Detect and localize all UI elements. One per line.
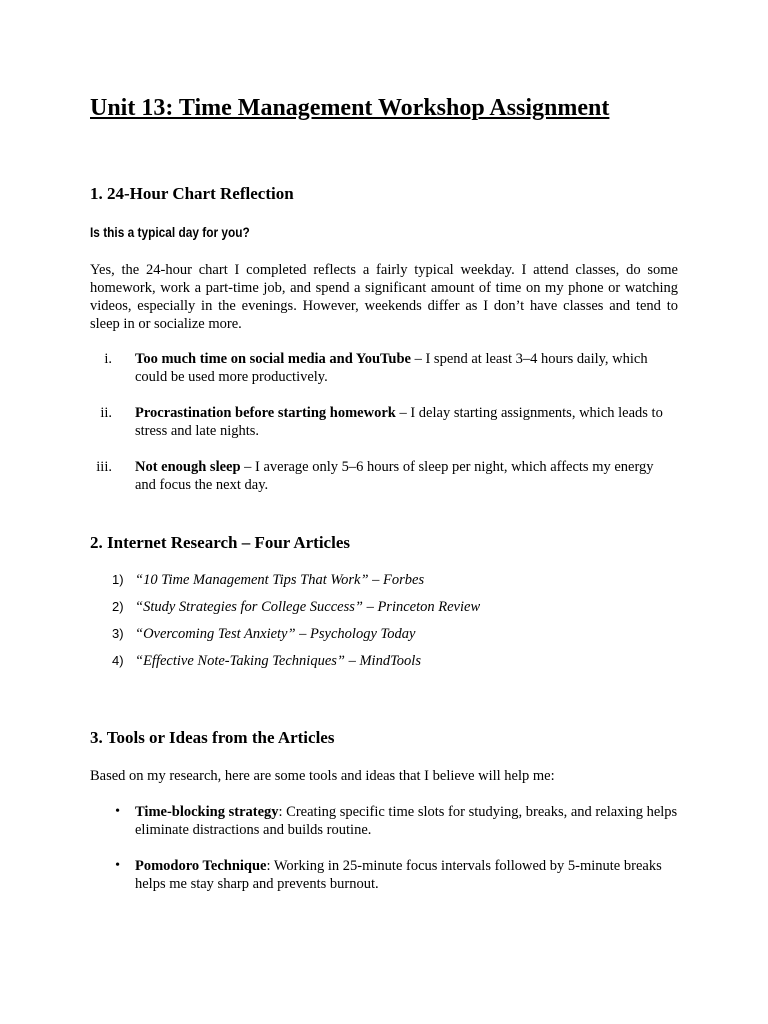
article-title: “Effective Note-Taking Techniques” – MindTools: [135, 653, 421, 669]
section-heading-internet-research: 2. Internet Research – Four Articles: [90, 533, 350, 552]
article-title: “10 Time Management Tips That Work” – Forbes: [135, 572, 425, 588]
bullet-item-bold: Time-blocking strategy: [135, 804, 279, 820]
list-item-bold: Too much time on social media and YouTube: [135, 351, 411, 367]
list-item-text: [135, 350, 678, 386]
bullet-item-detail: : Working in 25-minute focus intervals followed by 5-minute breaks helps me stay sharp and prevents burnout.: [135, 858, 662, 892]
list-item-bold: Procrastination before starting homework: [135, 405, 396, 421]
bullet-marker: •: [115, 804, 120, 819]
bullet-item-bold: Pomodoro Technique: [135, 858, 267, 874]
bullet-item-text: [135, 857, 678, 893]
list-marker: ii.: [100, 405, 112, 421]
document-title: Unit 13: Time Management Workshop Assignment: [90, 95, 610, 121]
article-title: “Overcoming Test Anxiety” – Psychology Today: [135, 626, 416, 642]
bullet-item-text: [135, 803, 678, 839]
tools-intro: Based on my research, here are some tools and ideas that I believe will help me:: [90, 768, 555, 784]
bullet-item-detail: : Creating specific time slots for studying, breaks, and relaxing helps eliminate distractions and builds routine.: [135, 804, 678, 838]
list-item-bold: Not enough sleep: [135, 459, 241, 475]
list-item-detail: – I spend at least 3–4 hours daily, which could be used more productively.: [135, 351, 648, 385]
section-heading-tools-ideas: 3. Tools or Ideas from the Articles: [90, 728, 335, 747]
list-item-text: [135, 404, 678, 440]
article-marker: 2): [112, 599, 124, 614]
list-marker: iii.: [96, 459, 112, 475]
bullet-marker: •: [115, 858, 120, 873]
article-title: “Study Strategies for College Success” – Princeton Review: [135, 599, 481, 615]
list-item-text: [135, 458, 678, 494]
article-marker: 3): [112, 626, 124, 641]
reflection-paragraph: Yes, the 24-hour chart I completed reflects a fairly typical weekday. I attend classes, do some homework, work a part-time job, and spend a significant amount of time on my phone or watching videos, especially in the evenings. However, weekends differ as I don’t have classes and tend to sleep in or socialize more.: [90, 262, 678, 332]
list-item-detail: – I delay starting assignments, which leads to stress and late nights.: [135, 405, 663, 439]
list-item-detail: – I average only 5–6 hours of sleep per night, which affects my energy and focus the next day.: [135, 459, 654, 493]
list-marker: i.: [104, 351, 112, 367]
article-marker: 4): [112, 653, 124, 668]
article-marker: 1): [112, 572, 124, 587]
reflection-question: Is this a typical day for you?: [90, 225, 250, 240]
section-heading-chart-reflection: 1. 24-Hour Chart Reflection: [90, 184, 294, 203]
